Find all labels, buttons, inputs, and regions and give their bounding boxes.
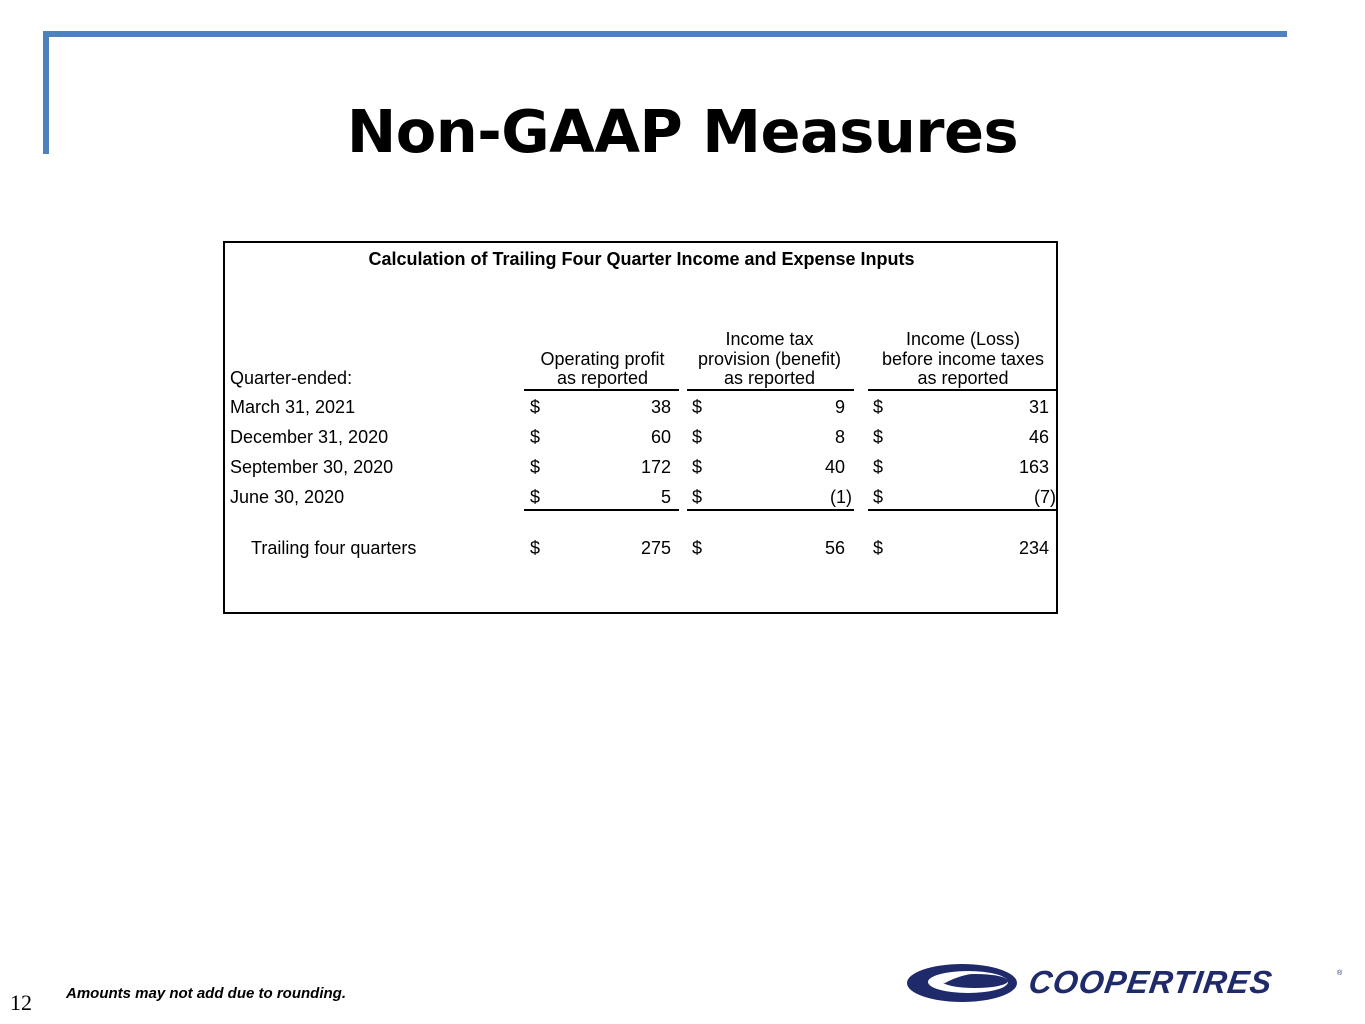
currency-symbol: $	[692, 457, 703, 477]
income-tax-value: 9	[834, 397, 845, 417]
footnote: Amounts may not add due to rounding.	[66, 985, 346, 1002]
subtotal-rule-3	[868, 509, 1056, 511]
income-tax-value: (1)	[830, 487, 852, 507]
cooper-tires-logo	[905, 960, 1345, 1006]
registered-mark: ®	[1337, 970, 1343, 977]
currency-symbol: $	[530, 538, 541, 558]
row-label: September 30, 2020	[230, 457, 394, 477]
operating-profit-value: 172	[640, 457, 671, 477]
currency-symbol: $	[873, 487, 884, 507]
column-header-income-before-taxes: Income (Loss) before income taxes as reported	[881, 329, 1045, 388]
income-before-taxes-value: 46	[1028, 427, 1049, 447]
operating-profit-value: 38	[650, 397, 671, 417]
currency-symbol: $	[873, 457, 884, 477]
row-label: June 30, 2020	[230, 487, 345, 507]
cooper-logo-mark-icon	[905, 960, 1023, 1006]
header-rule-2	[687, 389, 854, 391]
currency-symbol: $	[692, 397, 703, 417]
income-before-taxes-value: 31	[1028, 397, 1049, 417]
operating-profit-value: 5	[660, 487, 671, 507]
currency-symbol: $	[692, 427, 703, 447]
total-income-before-taxes: 234	[1018, 538, 1049, 558]
currency-symbol: $	[692, 538, 703, 558]
operating-profit-value: 60	[650, 427, 671, 447]
column-header-operating-profit: Operating profit as reported	[540, 348, 665, 388]
logo-wordmark: COOPERTIRES	[1026, 964, 1275, 1000]
subtotal-rule-2	[687, 509, 854, 511]
table-title: Calculation of Trailing Four Quarter Income and Expense Inputs	[368, 249, 915, 269]
row-header-label: Quarter-ended:	[230, 368, 353, 388]
row-label: March 31, 2021	[230, 397, 356, 417]
income-tax-value: 8	[834, 427, 845, 447]
currency-symbol: $	[530, 427, 541, 447]
income-before-taxes-value: (7)	[1034, 487, 1056, 507]
currency-symbol: $	[530, 397, 541, 417]
accent-line-top	[43, 31, 1287, 37]
currency-symbol: $	[530, 487, 541, 507]
header-rule-1	[524, 389, 679, 391]
header-rule-3	[868, 389, 1056, 391]
column-header-income-tax: Income tax provision (benefit) as reported	[697, 329, 842, 388]
subtotal-rule-1	[524, 509, 679, 511]
total-operating-profit: 275	[640, 538, 671, 558]
income-tax-value: 40	[824, 457, 845, 477]
calculation-table	[223, 241, 1058, 614]
page-title: Non-GAAP Measures	[346, 97, 1019, 166]
currency-symbol: $	[873, 427, 884, 447]
currency-symbol: $	[873, 538, 884, 558]
row-label: December 31, 2020	[230, 427, 389, 447]
total-label: Trailing four quarters	[251, 538, 417, 558]
total-income-tax: 56	[824, 538, 845, 558]
currency-symbol: $	[692, 487, 703, 507]
currency-symbol: $	[873, 397, 884, 417]
income-before-taxes-value: 163	[1018, 457, 1049, 477]
page-number: 12	[10, 990, 32, 1015]
currency-symbol: $	[530, 457, 541, 477]
